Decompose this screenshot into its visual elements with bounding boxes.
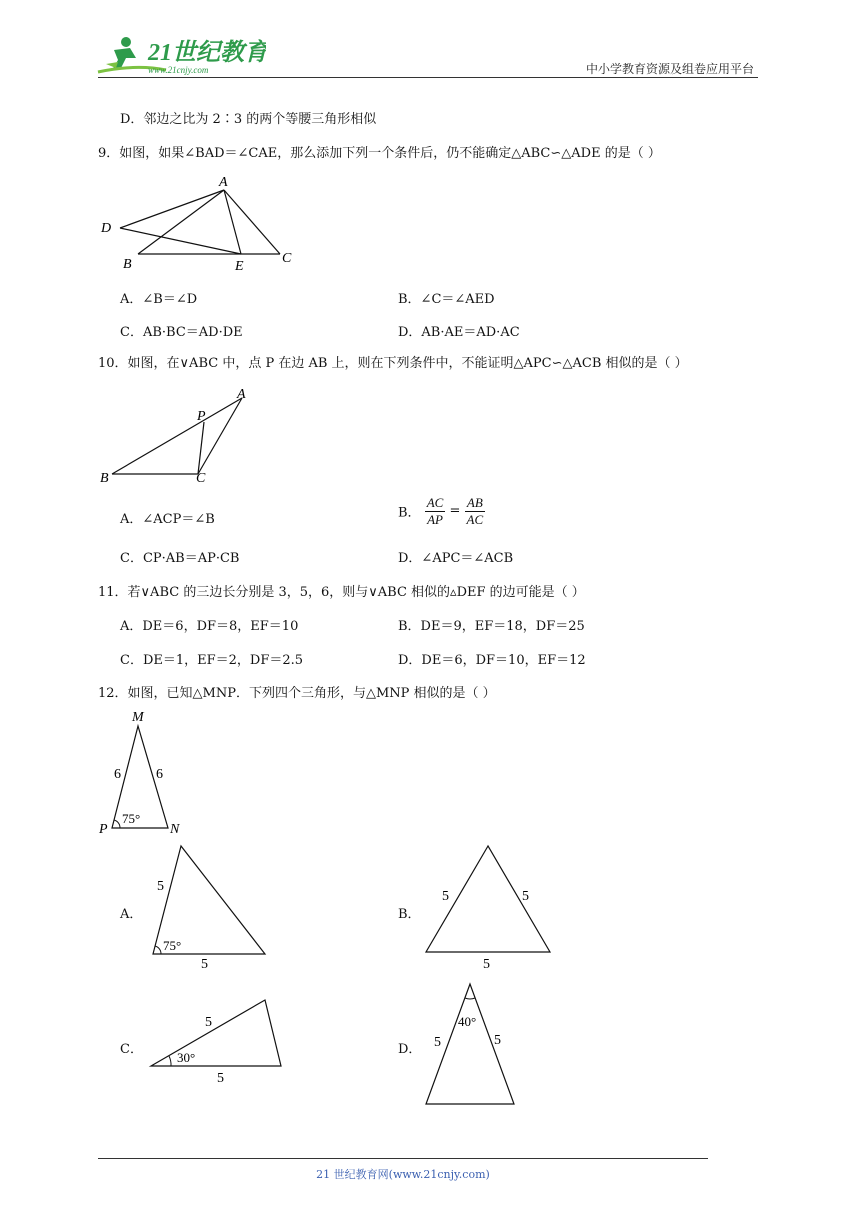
q9-line-de xyxy=(120,228,241,254)
q10-label-a: A xyxy=(237,387,246,402)
q12-mnp-figure xyxy=(98,706,198,838)
q12-mnp-label-p: P xyxy=(99,822,108,837)
q9-label-a: A xyxy=(219,175,228,190)
q10-stem: 10．如图，在∨ABC 中，点 P 在边 AB 上，则在下列条件中，不能证明△APC∽△ACB 相似的是（ ） xyxy=(98,356,688,371)
q10-option-c: C．CP·AB＝AP·CB xyxy=(120,551,240,566)
q12-option-a-figure xyxy=(145,840,275,970)
q9-option-a: A．∠B＝∠D xyxy=(120,292,198,307)
q12-c-side2: 5 xyxy=(217,1071,224,1086)
q12-a-angle-arc xyxy=(155,946,161,954)
q12-mnp-side1: 6 xyxy=(114,767,121,782)
q12-d-side1: 5 xyxy=(434,1035,441,1050)
q12-option-c-figure xyxy=(145,994,290,1086)
q12-a-side2: 5 xyxy=(201,957,208,970)
q10-frac2-den: AC xyxy=(466,511,484,527)
q9-stem: 9．如图，如果∠BAD＝∠CAE，那么添加下列一个条件后，仍不能确定△ABC∽△ADE 的是（ ） xyxy=(98,146,661,161)
logo-title: 21世纪教育 xyxy=(148,40,266,66)
q9-label-e: E xyxy=(235,259,244,274)
q10-option-b-frac2 xyxy=(465,495,486,527)
q12-option-b-label: B． xyxy=(398,907,421,922)
q11-option-b: B．DE＝9，EF＝18，DF＝25 xyxy=(398,619,585,634)
q12-c-triangle xyxy=(151,1000,281,1066)
q9-line-ab xyxy=(138,190,224,254)
q10-option-b-eq: = xyxy=(449,503,461,519)
q12-a-angle: 75° xyxy=(163,938,182,953)
q12-c-side1: 5 xyxy=(205,1015,212,1030)
q11-option-d: D．DE＝6，DF＝10，EF＝12 xyxy=(398,653,586,668)
q10-option-b xyxy=(398,495,485,527)
q12-option-d-figure xyxy=(420,980,525,1110)
q12-option-c-label: C． xyxy=(120,1042,143,1057)
q12-a-side1: 5 xyxy=(157,879,164,894)
header-divider xyxy=(98,77,758,78)
q10-label-p: P xyxy=(197,409,206,424)
q10-label-c: C xyxy=(196,471,206,486)
q12-b-side3: 5 xyxy=(483,957,490,972)
q11-option-a: A．DE＝6，DF＝8，EF＝10 xyxy=(120,619,299,634)
logo-runner-icon xyxy=(96,34,266,76)
q12-mnp-angle-arc xyxy=(114,820,120,828)
q12-d-angle-arc xyxy=(465,998,475,999)
q10-option-b-frac1 xyxy=(425,495,446,527)
q9-line-da xyxy=(120,190,224,228)
q9-label-d: D xyxy=(101,221,112,236)
q9-option-b: B．∠C＝∠AED xyxy=(398,292,495,307)
q12-mnp-side2: 6 xyxy=(156,767,163,782)
q12-b-side1: 5 xyxy=(442,889,449,904)
q10-figure xyxy=(98,382,258,487)
q8-option-d: D．邻边之比为 2∶3 的两个等腰三角形相似 xyxy=(120,112,377,127)
footer-link[interactable]: 21 世纪教育网(www.21cnjy.com) xyxy=(316,1168,490,1181)
q12-stem: 12．如图，已知△MNP．下列四个三角形，与△MNP 相似的是（ ） xyxy=(98,686,496,701)
q12-option-a-label: A． xyxy=(120,907,143,922)
q10-option-a: A．∠ACP＝∠B xyxy=(120,512,215,527)
q9-option-d: D．AB·AE＝AD·AC xyxy=(398,325,520,340)
q12-b-side2: 5 xyxy=(522,889,529,904)
q10-frac1-den: AP xyxy=(427,511,443,527)
q10-option-b-prefix: B． xyxy=(398,505,421,521)
q11-stem: 11．若∨ABC 的三边长分别是 3，5，6，则与∨ABC 相似的▵DEF 的边可能是（ ） xyxy=(98,585,585,600)
q9-label-c: C xyxy=(282,251,292,266)
q12-option-b-figure xyxy=(420,840,560,972)
q9-figure xyxy=(98,170,308,275)
q9-option-c: C．AB·BC＝AD·DE xyxy=(120,325,243,340)
q12-d-side2: 5 xyxy=(494,1033,501,1048)
q12-mnp-label-n: N xyxy=(170,822,180,837)
q12-option-d-label: D． xyxy=(398,1042,422,1057)
q9-label-b: B xyxy=(123,257,132,272)
footer-divider xyxy=(98,1158,708,1159)
logo-url: www.21cnjy.com xyxy=(148,65,209,75)
header-logo xyxy=(96,34,266,76)
q12-d-angle: 40° xyxy=(458,1014,477,1029)
q12-c-angle-arc xyxy=(169,1056,171,1066)
q12-c-angle: 30° xyxy=(177,1050,196,1065)
q10-frac1-num: AC xyxy=(426,495,444,510)
q10-label-b: B xyxy=(100,471,109,486)
q11-option-c: C．DE＝1，EF＝2，DF＝2.5 xyxy=(120,653,304,668)
q12-mnp-angle: 75° xyxy=(122,811,141,826)
q10-line-ab xyxy=(112,398,242,474)
q12-mnp-label-m: M xyxy=(132,710,144,725)
q10-option-d: D．∠APC＝∠ACB xyxy=(398,551,514,566)
q10-frac2-num: AB xyxy=(465,495,486,512)
header-platform-text: 中小学教育资源及组卷应用平台 xyxy=(585,62,754,76)
